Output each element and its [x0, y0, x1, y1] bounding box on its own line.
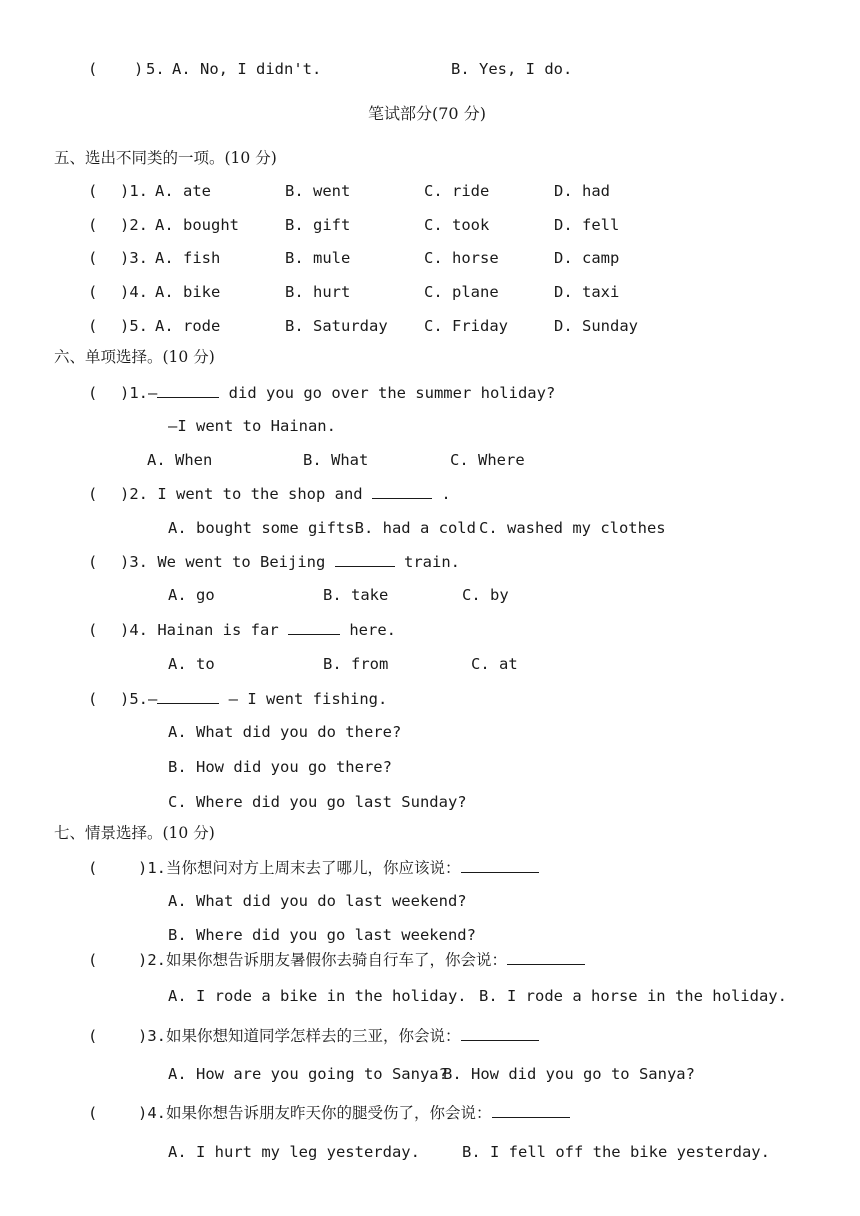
answer-paren: ( — [88, 283, 98, 301]
option-b: B. How did you go there? — [168, 758, 392, 776]
option-c: C. took — [424, 216, 490, 234]
question-number: )3. — [120, 553, 148, 571]
question-text: 当你想问对方上周末去了哪儿，你应该说： — [166, 859, 461, 877]
question-text: I went to the shop and — [157, 485, 372, 503]
answer-blank[interactable] — [461, 1026, 539, 1041]
option-b: B. I rode a horse in the holiday. — [479, 987, 787, 1005]
option-a: A. How are you going to Sanya? — [168, 1065, 448, 1083]
question-number: )5. — [120, 317, 148, 335]
option-d: D. had — [554, 182, 610, 200]
answer-blank[interactable] — [461, 858, 539, 873]
answer-blank[interactable] — [157, 689, 219, 704]
question-4 — [120, 620, 396, 640]
option-a: A. What did you do there? — [168, 723, 402, 741]
section-heading-7: 七、情景选择。(10 分) — [54, 824, 215, 842]
option-b: B. I fell off the bike yesterday. — [462, 1143, 770, 1161]
option-c: C. Where — [450, 451, 525, 469]
answer-blank[interactable] — [288, 620, 340, 635]
answer-paren: ( — [88, 249, 98, 267]
answer-paren: ( — [88, 859, 98, 877]
option-b: B. hurt — [285, 283, 351, 301]
answer-paren: ( — [88, 1104, 98, 1122]
option-b: B. Yes, I do. — [451, 60, 573, 78]
answer-paren: ( — [88, 485, 98, 503]
section-title-written: 笔试部分(70 分) — [368, 104, 486, 123]
section-heading-6: 六、单项选择。(10 分) — [54, 348, 215, 366]
question-2 — [120, 484, 451, 504]
question-2 — [138, 950, 585, 970]
answer-paren: ( — [88, 690, 98, 708]
option-a: A. to — [168, 655, 215, 673]
question-4 — [138, 1103, 570, 1123]
question-1 — [138, 858, 539, 878]
option-a: A. I rode a bike in the holiday. — [168, 987, 467, 1005]
answer-paren: ( — [88, 1027, 98, 1045]
answer-paren: ( — [88, 951, 98, 969]
question-text: — I went fishing. — [219, 690, 388, 708]
question-number: )2. — [120, 216, 148, 234]
dash: — — [148, 690, 158, 708]
question-number: )3. — [138, 1027, 166, 1045]
answer-paren: ( — [88, 621, 98, 639]
option-c: C. at — [471, 655, 518, 673]
option-b: B. take — [323, 586, 389, 604]
option-b: B. from — [323, 655, 389, 673]
option-a: A. I hurt my leg yesterday. — [168, 1143, 420, 1161]
option-c: C. Friday — [424, 317, 508, 335]
option-c: C. ride — [424, 182, 490, 200]
question-number: )4. — [138, 1104, 166, 1122]
dash: — — [148, 384, 158, 402]
option-a: A. No, I didn't. — [172, 60, 322, 78]
answer-paren: ( — [88, 182, 98, 200]
answer-blank[interactable] — [372, 484, 432, 499]
option-a: A. When — [147, 451, 213, 469]
question-text: Hainan is far — [157, 621, 288, 639]
option-c: C. plane — [424, 283, 499, 301]
option-b: B. gift — [285, 216, 351, 234]
question-text: . — [431, 485, 451, 503]
question-text: We went to Beijing — [157, 553, 335, 571]
section-heading-5: 五、选出不同类的一项。(10 分) — [54, 149, 277, 167]
question-number: ) — [134, 60, 144, 78]
answer-paren-open: ( — [88, 60, 98, 78]
question-number: )1. — [120, 182, 148, 200]
option-b: B. How did you go to Sanya? — [443, 1065, 695, 1083]
option-b: B. Saturday — [285, 317, 388, 335]
option-c: C. horse — [424, 249, 499, 267]
question-number: )5. — [120, 690, 148, 708]
option-a: A. ate — [155, 182, 211, 200]
question-number: )3. — [120, 249, 148, 267]
option-b: B. Where did you go last weekend? — [168, 926, 476, 944]
answer-blank[interactable] — [507, 950, 585, 965]
option-d: D. taxi — [554, 283, 620, 301]
option-a: A. bike — [155, 283, 221, 301]
option-a: A. fish — [155, 249, 221, 267]
option-b: B. mule — [285, 249, 351, 267]
question-text: train. — [394, 553, 460, 571]
question-text: 如果你想知道同学怎样去的三亚，你会说： — [166, 1027, 461, 1045]
answer-paren: ( — [88, 384, 98, 402]
question-number: )1. — [138, 859, 166, 877]
answer-blank[interactable] — [492, 1103, 570, 1118]
option-c: C. washed my clothes — [479, 519, 666, 537]
option-c: C. by — [462, 586, 509, 604]
option-d: D. fell — [554, 216, 620, 234]
question-text: 如果你想告诉朋友暑假你去骑自行车了，你会说： — [166, 951, 508, 969]
dialogue-reply: —I went to Hainan. — [168, 417, 336, 435]
question-number: )2. — [120, 485, 148, 503]
question-text: did you go over the summer holiday? — [219, 384, 556, 402]
answer-blank[interactable] — [335, 552, 395, 567]
option-a: A. bought some giftsB. had a cold — [168, 519, 476, 537]
question-5 — [120, 689, 387, 709]
answer-blank[interactable] — [157, 383, 219, 398]
answer-paren: ( — [88, 216, 98, 234]
question-number: )4. — [120, 283, 148, 301]
question-text: 如果你想告诉朋友昨天你的腿受伤了，你会说： — [166, 1104, 492, 1122]
question-3 — [120, 552, 460, 572]
question-number: )4. — [120, 621, 148, 639]
question-3 — [138, 1026, 539, 1046]
option-a: A. bought — [155, 216, 239, 234]
option-a: A. What did you do last weekend? — [168, 892, 467, 910]
option-b: B. What — [303, 451, 369, 469]
question-1 — [120, 383, 555, 403]
question-number: 5. — [146, 60, 165, 78]
question-number: )2. — [138, 951, 166, 969]
option-a: A. go — [168, 586, 215, 604]
option-c: C. Where did you go last Sunday? — [168, 793, 467, 811]
answer-paren: ( — [88, 317, 98, 335]
answer-paren: ( — [88, 553, 98, 571]
question-number: )1. — [120, 384, 148, 402]
option-b: B. went — [285, 182, 351, 200]
option-d: D. camp — [554, 249, 620, 267]
option-d: D. Sunday — [554, 317, 638, 335]
question-text: here. — [340, 621, 396, 639]
option-a: A. rode — [155, 317, 221, 335]
